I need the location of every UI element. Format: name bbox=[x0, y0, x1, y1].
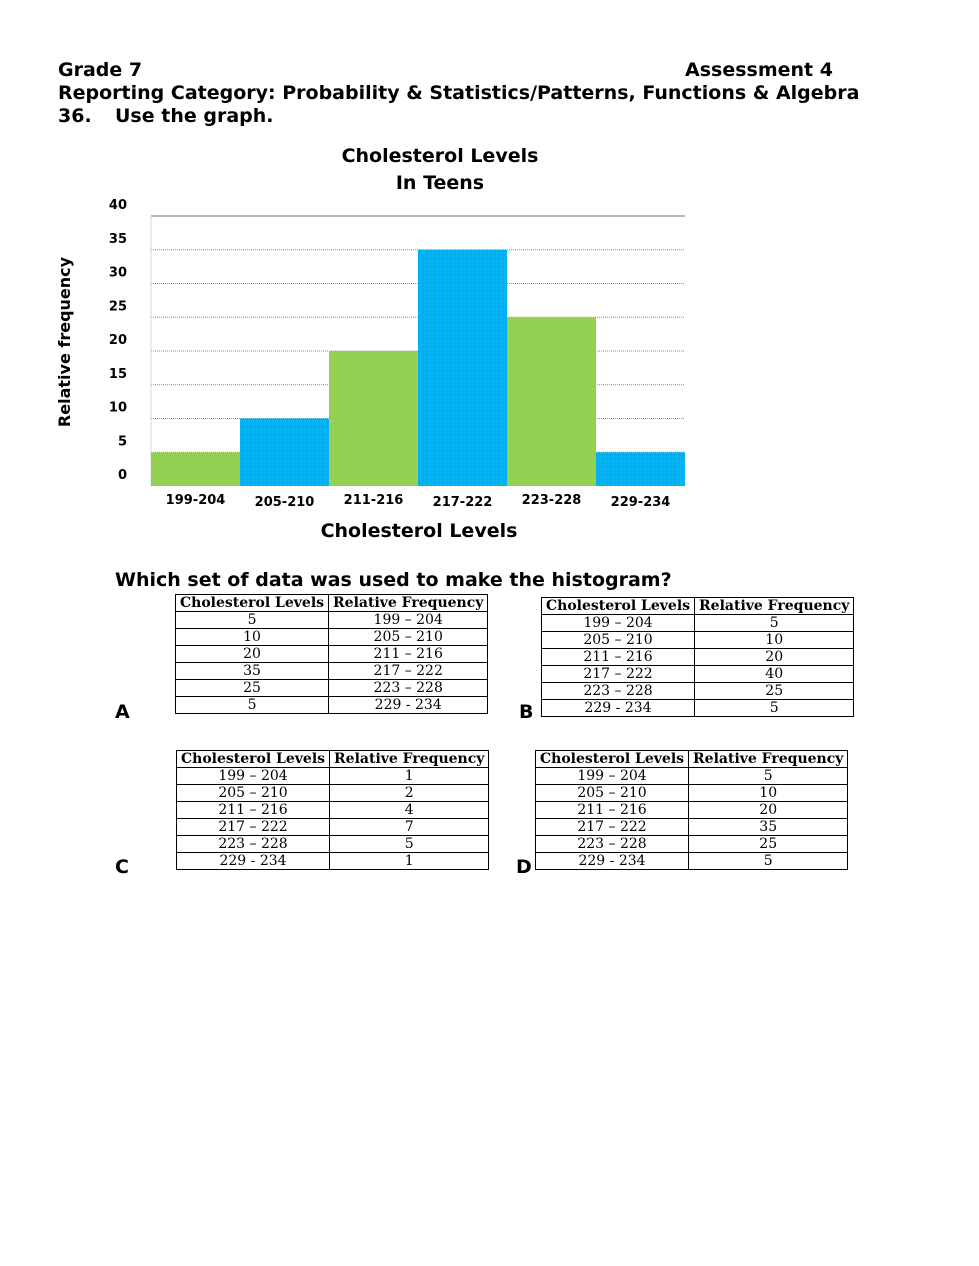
option-c-letter[interactable]: C bbox=[115, 856, 129, 878]
assessment-label: Assessment 4 bbox=[685, 59, 833, 81]
option-a-table bbox=[175, 594, 488, 714]
x-tick-label: 229-234 bbox=[610, 495, 671, 510]
option-b-letter[interactable]: B bbox=[519, 701, 534, 723]
table-row: 25 223 – 228 bbox=[176, 680, 488, 697]
y-axis-label: Relative frequency bbox=[55, 256, 74, 428]
histogram-bar bbox=[507, 317, 596, 486]
question-text: Which set of data was used to make the histogram? bbox=[115, 569, 672, 591]
histogram-bar bbox=[240, 419, 329, 487]
table-row: 205 – 210 10 bbox=[542, 632, 854, 649]
table-header: Relative Frequency bbox=[695, 598, 854, 615]
table-header: Cholesterol Levels bbox=[536, 751, 689, 768]
table-header: Relative Frequency bbox=[329, 595, 488, 612]
y-tick-label: 15 bbox=[108, 366, 127, 382]
y-tick-label: 30 bbox=[108, 265, 127, 281]
histogram-chart bbox=[0, 0, 979, 560]
table-row: 5 229 - 234 bbox=[176, 697, 488, 714]
y-tick-label: 20 bbox=[108, 333, 127, 348]
x-tick-label: 223-228 bbox=[521, 493, 582, 508]
table-header: Relative Frequency bbox=[689, 751, 848, 768]
histogram-bar bbox=[329, 351, 418, 486]
x-tick-label: 199-204 bbox=[165, 493, 226, 508]
histogram-bar bbox=[596, 452, 685, 486]
grade-label: Grade 7 bbox=[58, 59, 143, 81]
option-d-letter[interactable]: D bbox=[516, 856, 532, 878]
histogram-bar bbox=[418, 250, 507, 486]
table-row: 199 – 204 1 bbox=[177, 768, 489, 785]
table-row: 205 – 210 2 bbox=[177, 785, 489, 802]
y-tick-label: 35 bbox=[108, 231, 127, 247]
y-tick-label: 5 bbox=[117, 434, 127, 450]
chart-title: Cholesterol Levels bbox=[341, 145, 539, 167]
table-row: 199 – 204 5 bbox=[536, 768, 848, 785]
question-instruction: Use the graph. bbox=[115, 105, 274, 127]
option-b-table bbox=[541, 597, 854, 717]
option-c-table bbox=[176, 750, 489, 870]
x-tick-label: 211-216 bbox=[343, 493, 404, 508]
table-row: 223 – 228 5 bbox=[177, 836, 489, 853]
question-number: 36. bbox=[58, 105, 92, 127]
table-row: 20 211 – 216 bbox=[176, 646, 488, 663]
table-row: 217 – 222 7 bbox=[177, 819, 489, 836]
table-row: 10 205 – 210 bbox=[176, 629, 488, 646]
table-header: Relative Frequency bbox=[330, 751, 489, 768]
table-row: 199 – 204 5 bbox=[542, 615, 854, 632]
table-row: 223 – 228 25 bbox=[542, 683, 854, 700]
x-tick-label: 217-222 bbox=[432, 495, 493, 510]
histogram-bar bbox=[151, 452, 240, 486]
option-d-table bbox=[535, 750, 848, 870]
table-header: Cholesterol Levels bbox=[542, 598, 695, 615]
table-row: 211 – 216 20 bbox=[536, 802, 848, 819]
x-tick-label: 205-210 bbox=[254, 495, 315, 510]
table-row: 229 - 234 5 bbox=[542, 700, 854, 717]
table-row: 205 – 210 10 bbox=[536, 785, 848, 802]
y-tick-label: 0 bbox=[117, 468, 127, 483]
table-row: 217 – 222 35 bbox=[536, 819, 848, 836]
table-row: 229 - 234 5 bbox=[536, 853, 848, 870]
chart-subtitle: In Teens bbox=[395, 172, 485, 194]
table-header: Cholesterol Levels bbox=[177, 751, 330, 768]
table-row: 5 199 – 204 bbox=[176, 612, 488, 629]
table-row: 211 – 216 20 bbox=[542, 649, 854, 666]
table-header: Cholesterol Levels bbox=[176, 595, 329, 612]
reporting-category: Reporting Category: Probability & Statistics/Patterns, Functions & Algebra bbox=[58, 82, 860, 104]
option-a-letter[interactable]: A bbox=[115, 701, 130, 723]
y-tick-label: 10 bbox=[108, 400, 127, 416]
table-row: 217 – 222 40 bbox=[542, 666, 854, 683]
x-axis-label: Cholesterol Levels bbox=[320, 520, 518, 542]
y-tick-label: 25 bbox=[108, 299, 127, 315]
table-row: 35 217 – 222 bbox=[176, 663, 488, 680]
table-row: 211 – 216 4 bbox=[177, 802, 489, 819]
table-row: 229 - 234 1 bbox=[177, 853, 489, 870]
table-row: 223 – 228 25 bbox=[536, 836, 848, 853]
y-tick-label: 40 bbox=[108, 198, 127, 213]
